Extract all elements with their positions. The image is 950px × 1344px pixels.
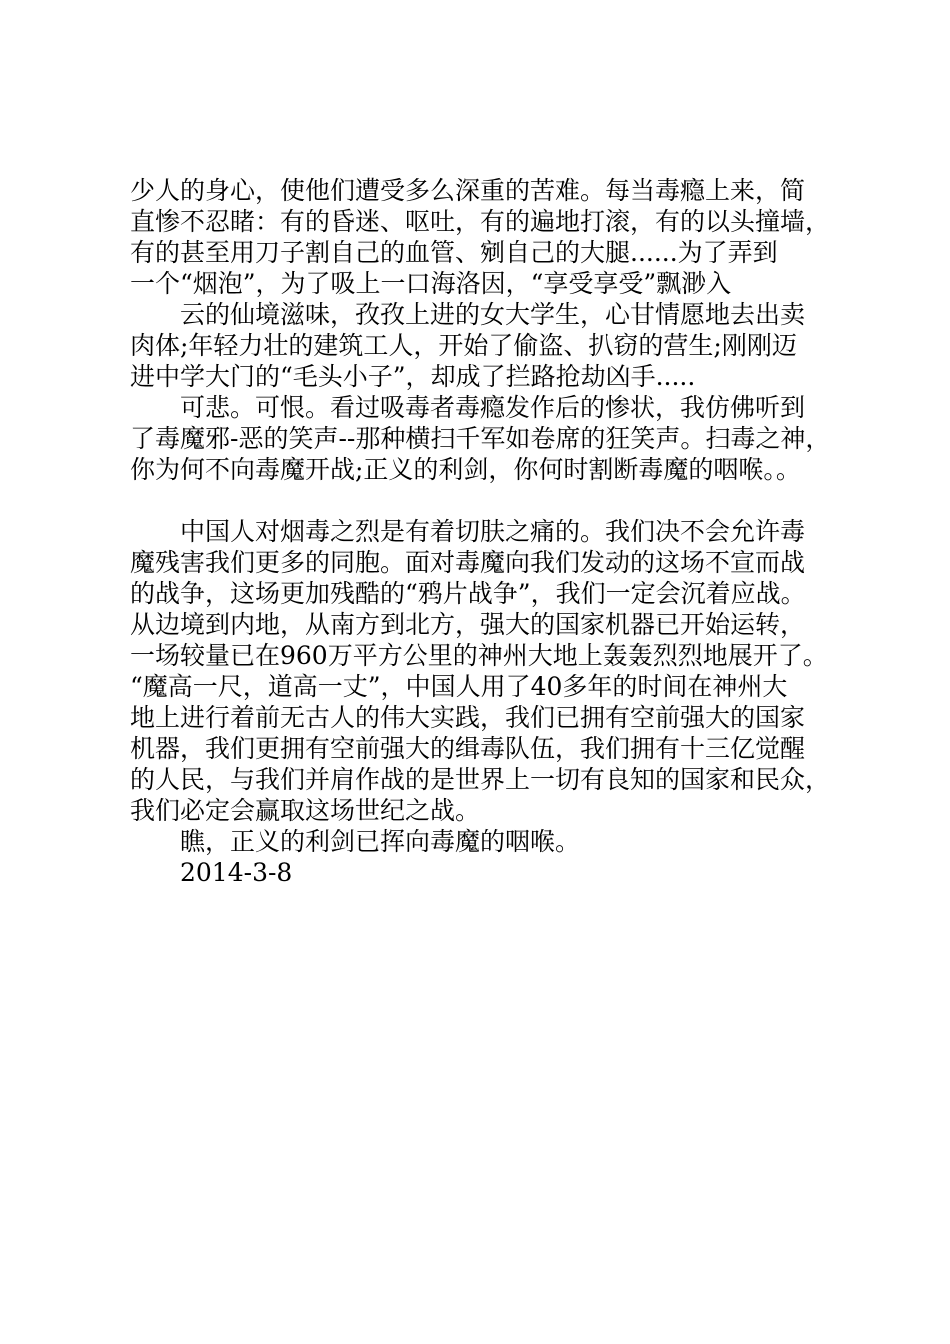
text-line: 中国人对烟毒之烈是有着切肤之痛的。我们决不会允许毒 <box>180 517 806 546</box>
text-line: 进中学大门的“毛头小子”，却成了拦路抢劫凶手..... <box>130 362 696 391</box>
text-line: 云的仙境滋味，孜孜上进的女大学生，心甘情愿地去出卖 <box>180 300 806 329</box>
text-line: 少人的身心，使他们遭受多么深重的苦难。每当毒瘾上来，简 <box>130 176 806 205</box>
text-line: 一场较量已在960万平方公里的神州大地上轰轰烈烈地展开了。 <box>130 641 828 670</box>
text-line: 了毒魔邪-恶的笑声--那种横扫千军如卷席的狂笑声。扫毒之神， <box>130 424 831 453</box>
text-line: 魔残害我们更多的同胞。面对毒魔向我们发动的这场不宣而战 <box>130 548 806 577</box>
text-line: 你为何不向毒魔开战;正义的利剑，你何时割断毒魔的咽喉。。 <box>130 455 801 484</box>
text-line: 地上进行着前无古人的伟大实践，我们已拥有空前强大的国家 <box>130 703 806 732</box>
text-line: 的人民，与我们并肩作战的是世界上一切有良知的国家和民众， <box>130 765 831 794</box>
text-line: 有的甚至用刀子割自己的血管、剜自己的大腿......为了弄到 <box>130 238 778 267</box>
text-line: 肉体;年轻力壮的建筑工人，开始了偷盗、扒窃的营生;刚刚迈 <box>130 331 797 360</box>
blank-line <box>130 485 850 516</box>
document-body <box>130 175 850 888</box>
text-line: 一个“烟泡”，为了吸上一口海洛因，“享受享受”飘渺入 <box>130 269 732 298</box>
document-date: 2014-3-8 <box>180 858 293 887</box>
text-line: 瞧，正义的利剑已挥向毒魔的咽喉。 <box>180 827 581 856</box>
text-line: 机器，我们更拥有空前强大的缉毒队伍，我们拥有十三亿觉醒 <box>130 734 806 763</box>
text-line: 从边境到内地，从南方到北方，强大的国家机器已开始运转， <box>130 610 806 639</box>
text-line: 的战争，这场更加残酷的“鸦片战争”，我们一定会沉着应战。 <box>130 579 806 608</box>
text-line: “魔高一尺，道高一丈”，中国人用了40多年的时间在神州大 <box>130 672 788 701</box>
text-line: 可悲。可恨。看过吸毒者毒瘾发作后的惨状，我仿佛听到 <box>180 393 806 422</box>
text-line: 我们必定会赢取这场世纪之战。 <box>130 796 481 825</box>
text-line: 直惨不忍睹：有的昏迷、呕吐，有的遍地打滚，有的以头撞墙， <box>130 207 831 236</box>
